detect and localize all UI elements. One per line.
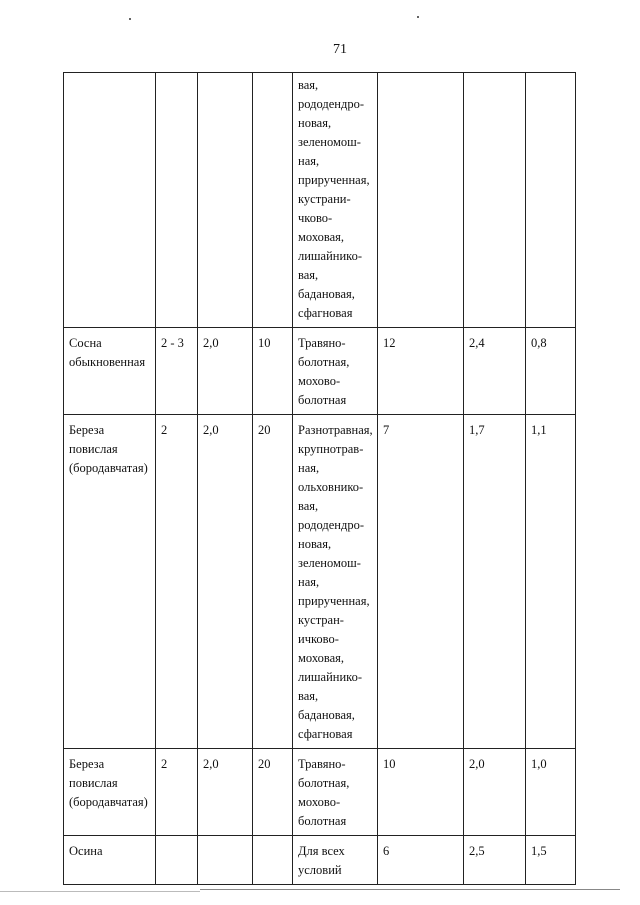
- forest-type-cell: Травяно- болотная, мохово- болотная: [293, 328, 378, 415]
- page-number: 71: [333, 42, 347, 57]
- scan-speck: [417, 16, 419, 18]
- cell: 20: [253, 749, 293, 836]
- forest-type-cell: вая, рододендро- новая, зеленомош- ная, прирученная, кустрани- чково- моховая, лишайнико- вая, бадановая, сфагновая: [293, 73, 378, 328]
- cell: 20: [253, 415, 293, 749]
- forest-type-cell: Травяно- болотная, мохово- болотная: [293, 749, 378, 836]
- cell: 1,0: [526, 749, 576, 836]
- cell: [156, 836, 198, 885]
- cell: [198, 836, 253, 885]
- cell: 2: [156, 749, 198, 836]
- cell: [156, 73, 198, 328]
- cell: [253, 73, 293, 328]
- cell: 2,0: [198, 749, 253, 836]
- cell: 1,7: [464, 415, 526, 749]
- table-row: [64, 836, 576, 885]
- forest-table: [63, 72, 576, 885]
- cell: 12: [378, 328, 464, 415]
- cell: 1,5: [526, 836, 576, 885]
- species-cell: Сосна обыкновенная: [64, 328, 156, 415]
- cell: 2,0: [464, 749, 526, 836]
- cell: 10: [253, 328, 293, 415]
- cell: 2 - 3: [156, 328, 198, 415]
- cell: 7: [378, 415, 464, 749]
- scan-speck: [129, 18, 131, 20]
- cell: 2: [156, 415, 198, 749]
- table-row: [64, 328, 576, 415]
- cell: 2,0: [198, 328, 253, 415]
- cell: [378, 73, 464, 328]
- scan-edge-line: [200, 889, 620, 890]
- cell: [526, 73, 576, 328]
- cell: 0,8: [526, 328, 576, 415]
- forest-type-cell: Разнотравная, крупнотрав- ная, ольховнико- вая, рододендро- новая, зеленомош- ная, прирученная, кустран- ичково- моховая, лишайнико- вая, бадановая, сфагновая: [293, 415, 378, 749]
- cell: [198, 73, 253, 328]
- table-row: [64, 749, 576, 836]
- species-cell: [64, 73, 156, 328]
- table-row: [64, 73, 576, 328]
- cell: 6: [378, 836, 464, 885]
- cell: 1,1: [526, 415, 576, 749]
- cell: [464, 73, 526, 328]
- forest-type-cell: Для всех условий: [293, 836, 378, 885]
- cell: 2,5: [464, 836, 526, 885]
- species-cell: Береза повислая (бородавчатая): [64, 415, 156, 749]
- cell: [253, 836, 293, 885]
- cell: 10: [378, 749, 464, 836]
- cell: 2,0: [198, 415, 253, 749]
- species-cell: Береза повислая (бородавчатая): [64, 749, 156, 836]
- table-row: [64, 415, 576, 749]
- scan-edge-line: [0, 891, 200, 892]
- species-cell: Осина: [64, 836, 156, 885]
- cell: 2,4: [464, 328, 526, 415]
